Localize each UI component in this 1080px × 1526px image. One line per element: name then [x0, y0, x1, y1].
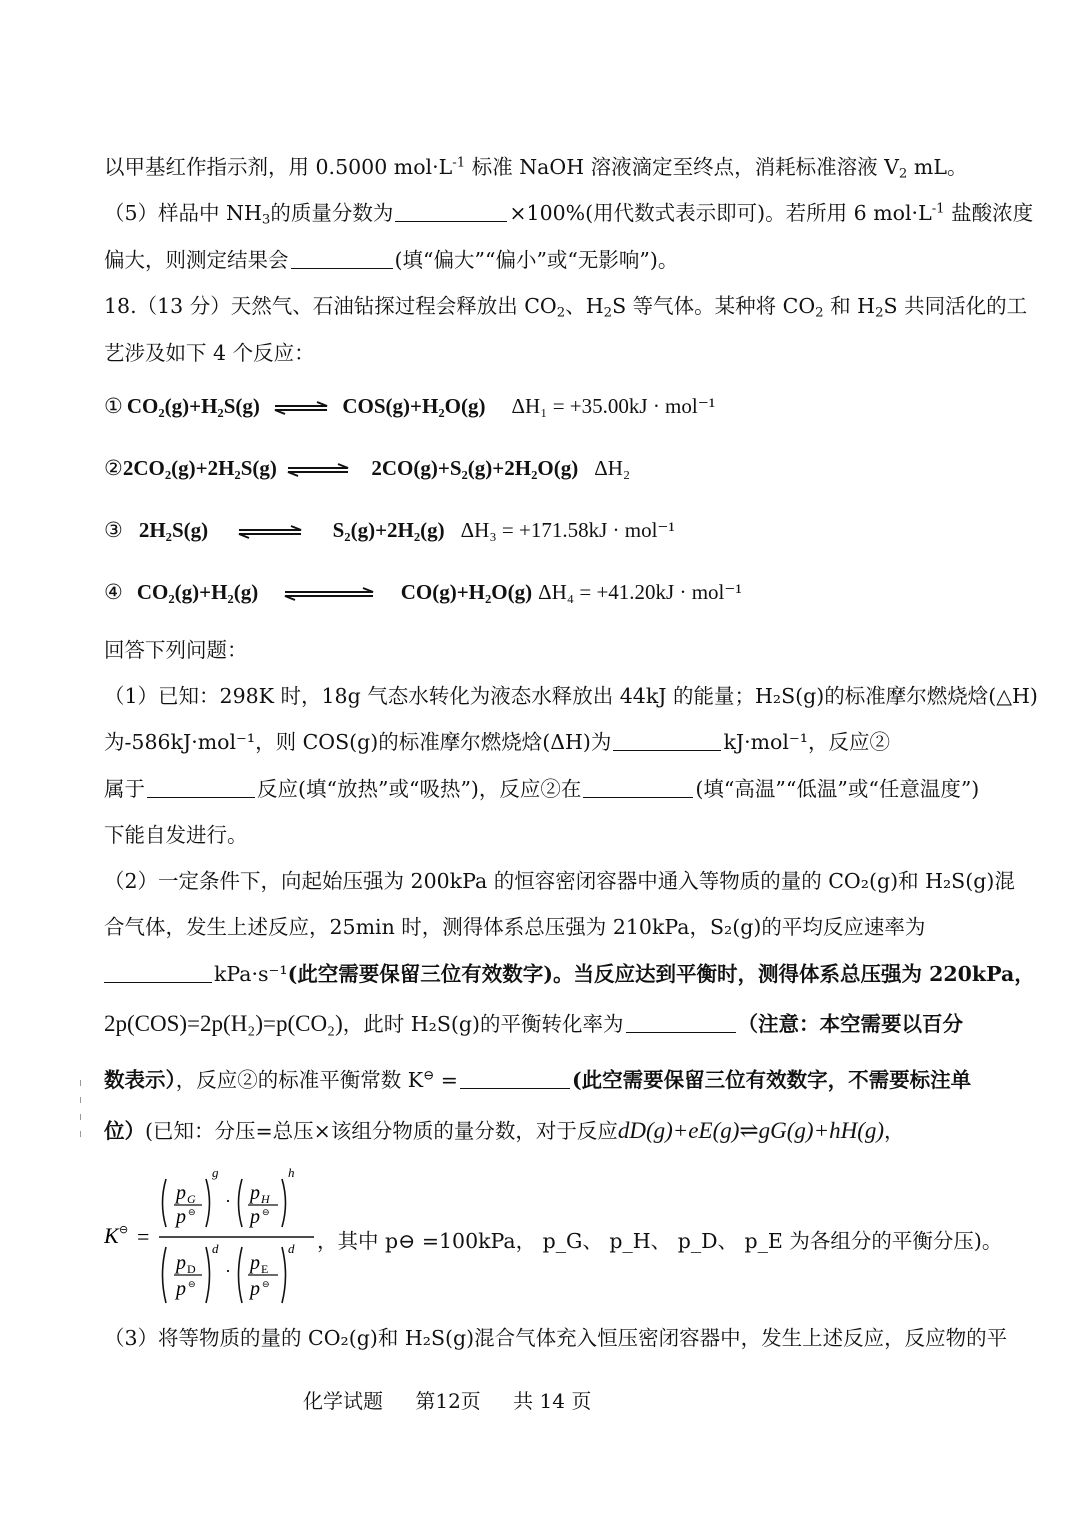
svg-text:p: p [176, 1206, 186, 1228]
question-1-line-1: （1）已知：298K 时，18g 气态水转化为液态水释放出 44kJ 的能量；H₂S(g)的标准摩尔燃烧焓(△H) [104, 684, 1038, 708]
reaction-3: ③ 2H₂S(g) S₂(g)+2H₂(g) ΔH₃ = +171.58kJ · mol⁻¹ [104, 518, 675, 542]
equilibrium-arrow-icon [283, 587, 375, 601]
equilibrium-constant-formula [104, 1163, 1003, 1313]
question-2-line-2: 合气体，发生上述反应，25min 时，测得体系总压强为 210kPa，S₂(g)的平均反应速率为 [104, 915, 926, 939]
question-2-line-3: kPa·s⁻¹(此空需要保留三位有效数字)。当反应达到平衡时，测得体系总压强为 220kPa， [104, 960, 1035, 988]
answer-blank[interactable] [104, 962, 212, 983]
equilibrium-arrow-icon [286, 463, 350, 477]
footer-page-number: 第12页 [415, 1389, 481, 1413]
footer-total-pages: 共 14 页 [513, 1389, 592, 1413]
question-18-intro-2: 艺涉及如下 4 个反应： [104, 341, 315, 365]
footer-subject: 化学试题 [303, 1389, 383, 1413]
question-2-line-6: 位）(已知：分压=总压×该组分物质的量分数，对于反应dD(g)+eE(g)⇌gG(g)+hH(g)， [104, 1118, 905, 1143]
question-1-line-3: 属于 反应(填“放热”或“吸热”)，反应②在 (填“高温”“低温”或“任意温度”) [104, 777, 980, 801]
svg-text:p: p [250, 1278, 260, 1300]
svg-text:d: d [212, 1241, 219, 1256]
svg-text:⊖: ⊖ [119, 1223, 129, 1236]
svg-text:h: h [288, 1165, 295, 1180]
svg-text:g: g [212, 1165, 219, 1180]
svg-text:⊖: ⊖ [262, 1208, 270, 1218]
svg-text:p: p [250, 1182, 260, 1204]
svg-text:p: p [250, 1252, 260, 1274]
svg-text:⊖: ⊖ [262, 1280, 270, 1290]
svg-text:D: D [187, 1262, 196, 1276]
svg-text:d: d [288, 1241, 295, 1256]
reaction-1: ① CO₂(g)+H₂S(g) COS(g)+H₂O(g) ΔH₁ = +35.00kJ · mol⁻¹ [104, 394, 716, 418]
reaction-2: ②2CO₂(g)+2H₂S(g) 2CO(g)+S₂(g)+2H₂O(g) ΔH₂ [104, 456, 631, 480]
question-2-line-4: 2p(COS)=2p(H₂)=p(CO₂)，此时 H₂S(g)的平衡转化率为 （注意：本空需要以百分 [104, 1011, 964, 1036]
answer-prompt: 回答下列问题： [104, 638, 248, 662]
titration-text: 以甲基红作指示剂，用 0.5000 $mol\cdot L^{-1}$ 标准 NaOH 溶液滴定至终点，消耗标准溶液 $V_2$ mL。 [104, 155, 968, 182]
svg-text:⊖: ⊖ [188, 1208, 196, 1218]
svg-text:·: · [225, 1261, 231, 1281]
answer-blank[interactable] [626, 1012, 736, 1033]
svg-text:p: p [176, 1182, 186, 1204]
answer-blank[interactable] [291, 248, 393, 269]
question-5-line-2: 偏大，则测定结果会 (填“偏大”“偏小”或“无影响”)。 [104, 248, 679, 272]
answer-blank[interactable] [613, 730, 721, 751]
answer-blank[interactable] [395, 201, 507, 222]
svg-text:p: p [176, 1252, 186, 1274]
k-fraction-graphic [104, 1163, 324, 1313]
svg-text:H: H [261, 1192, 270, 1206]
binding-edge-marks [80, 1080, 82, 1160]
answer-blank[interactable] [583, 777, 693, 798]
svg-text:G: G [187, 1192, 196, 1206]
page-footer [303, 1387, 617, 1415]
answer-blank[interactable] [460, 1068, 570, 1089]
svg-text:E: E [261, 1262, 269, 1276]
answer-blank[interactable] [147, 777, 255, 798]
question-3-line-1: （3）将等物质的量的 CO₂(g)和 H₂S(g)混合气体充入恒压密闭容器中，发生上述反应，反应物的平 [104, 1326, 1008, 1350]
question-2-line-1: （2）一定条件下，向起始压强为 200kPa 的恒容密闭容器中通入等物质的量的 CO₂(g)和 H₂S(g)混 [104, 869, 1015, 893]
svg-text:⊖: ⊖ [188, 1280, 196, 1290]
svg-text:·: · [225, 1191, 231, 1211]
k-symbol: K [104, 1223, 119, 1248]
question-5-line-1: （5）样品中 $NH_3$的质量分数为 ×100%(用代数式表示即可)。若所用 6 $mol\cdot L^{-1}$ 盐酸浓度 [104, 201, 1034, 228]
question-1-line-2: 为-586kJ·mol⁻¹，则 COS(g)的标准摩尔燃烧焓(ΔH)为 kJ·mol⁻¹，反应② [104, 730, 890, 754]
svg-text:=: = [137, 1224, 150, 1249]
formula-description: ，其中 p⊖ =100kPa， p_G、 p_H、 p_D、 p_E 为各组分的平衡分压)。 [317, 1229, 1003, 1253]
question-18-intro-1: 18.（13 分）天然气、石油钻探过程会释放出 $CO_2$、$H_2S$ 等气体。某种将 $CO_2$ 和 $H_2S$ 共同活化的工 [104, 294, 1028, 321]
question-2-line-5: 数表示），反应②的标准平衡常数 K⊖ = (此空需要保留三位有效数字，不需要标注单 [104, 1068, 972, 1092]
svg-text:p: p [250, 1206, 260, 1228]
reaction-4: ④ CO₂(g)+H₂(g) CO(g)+H₂O(g) ΔH₄ = +41.20kJ · mol⁻¹ [104, 580, 742, 604]
equilibrium-arrow-icon [237, 525, 303, 539]
equilibrium-arrow-icon [273, 401, 329, 415]
question-1-line-4: 下能自发进行。 [104, 823, 248, 847]
svg-text:p: p [176, 1278, 186, 1300]
